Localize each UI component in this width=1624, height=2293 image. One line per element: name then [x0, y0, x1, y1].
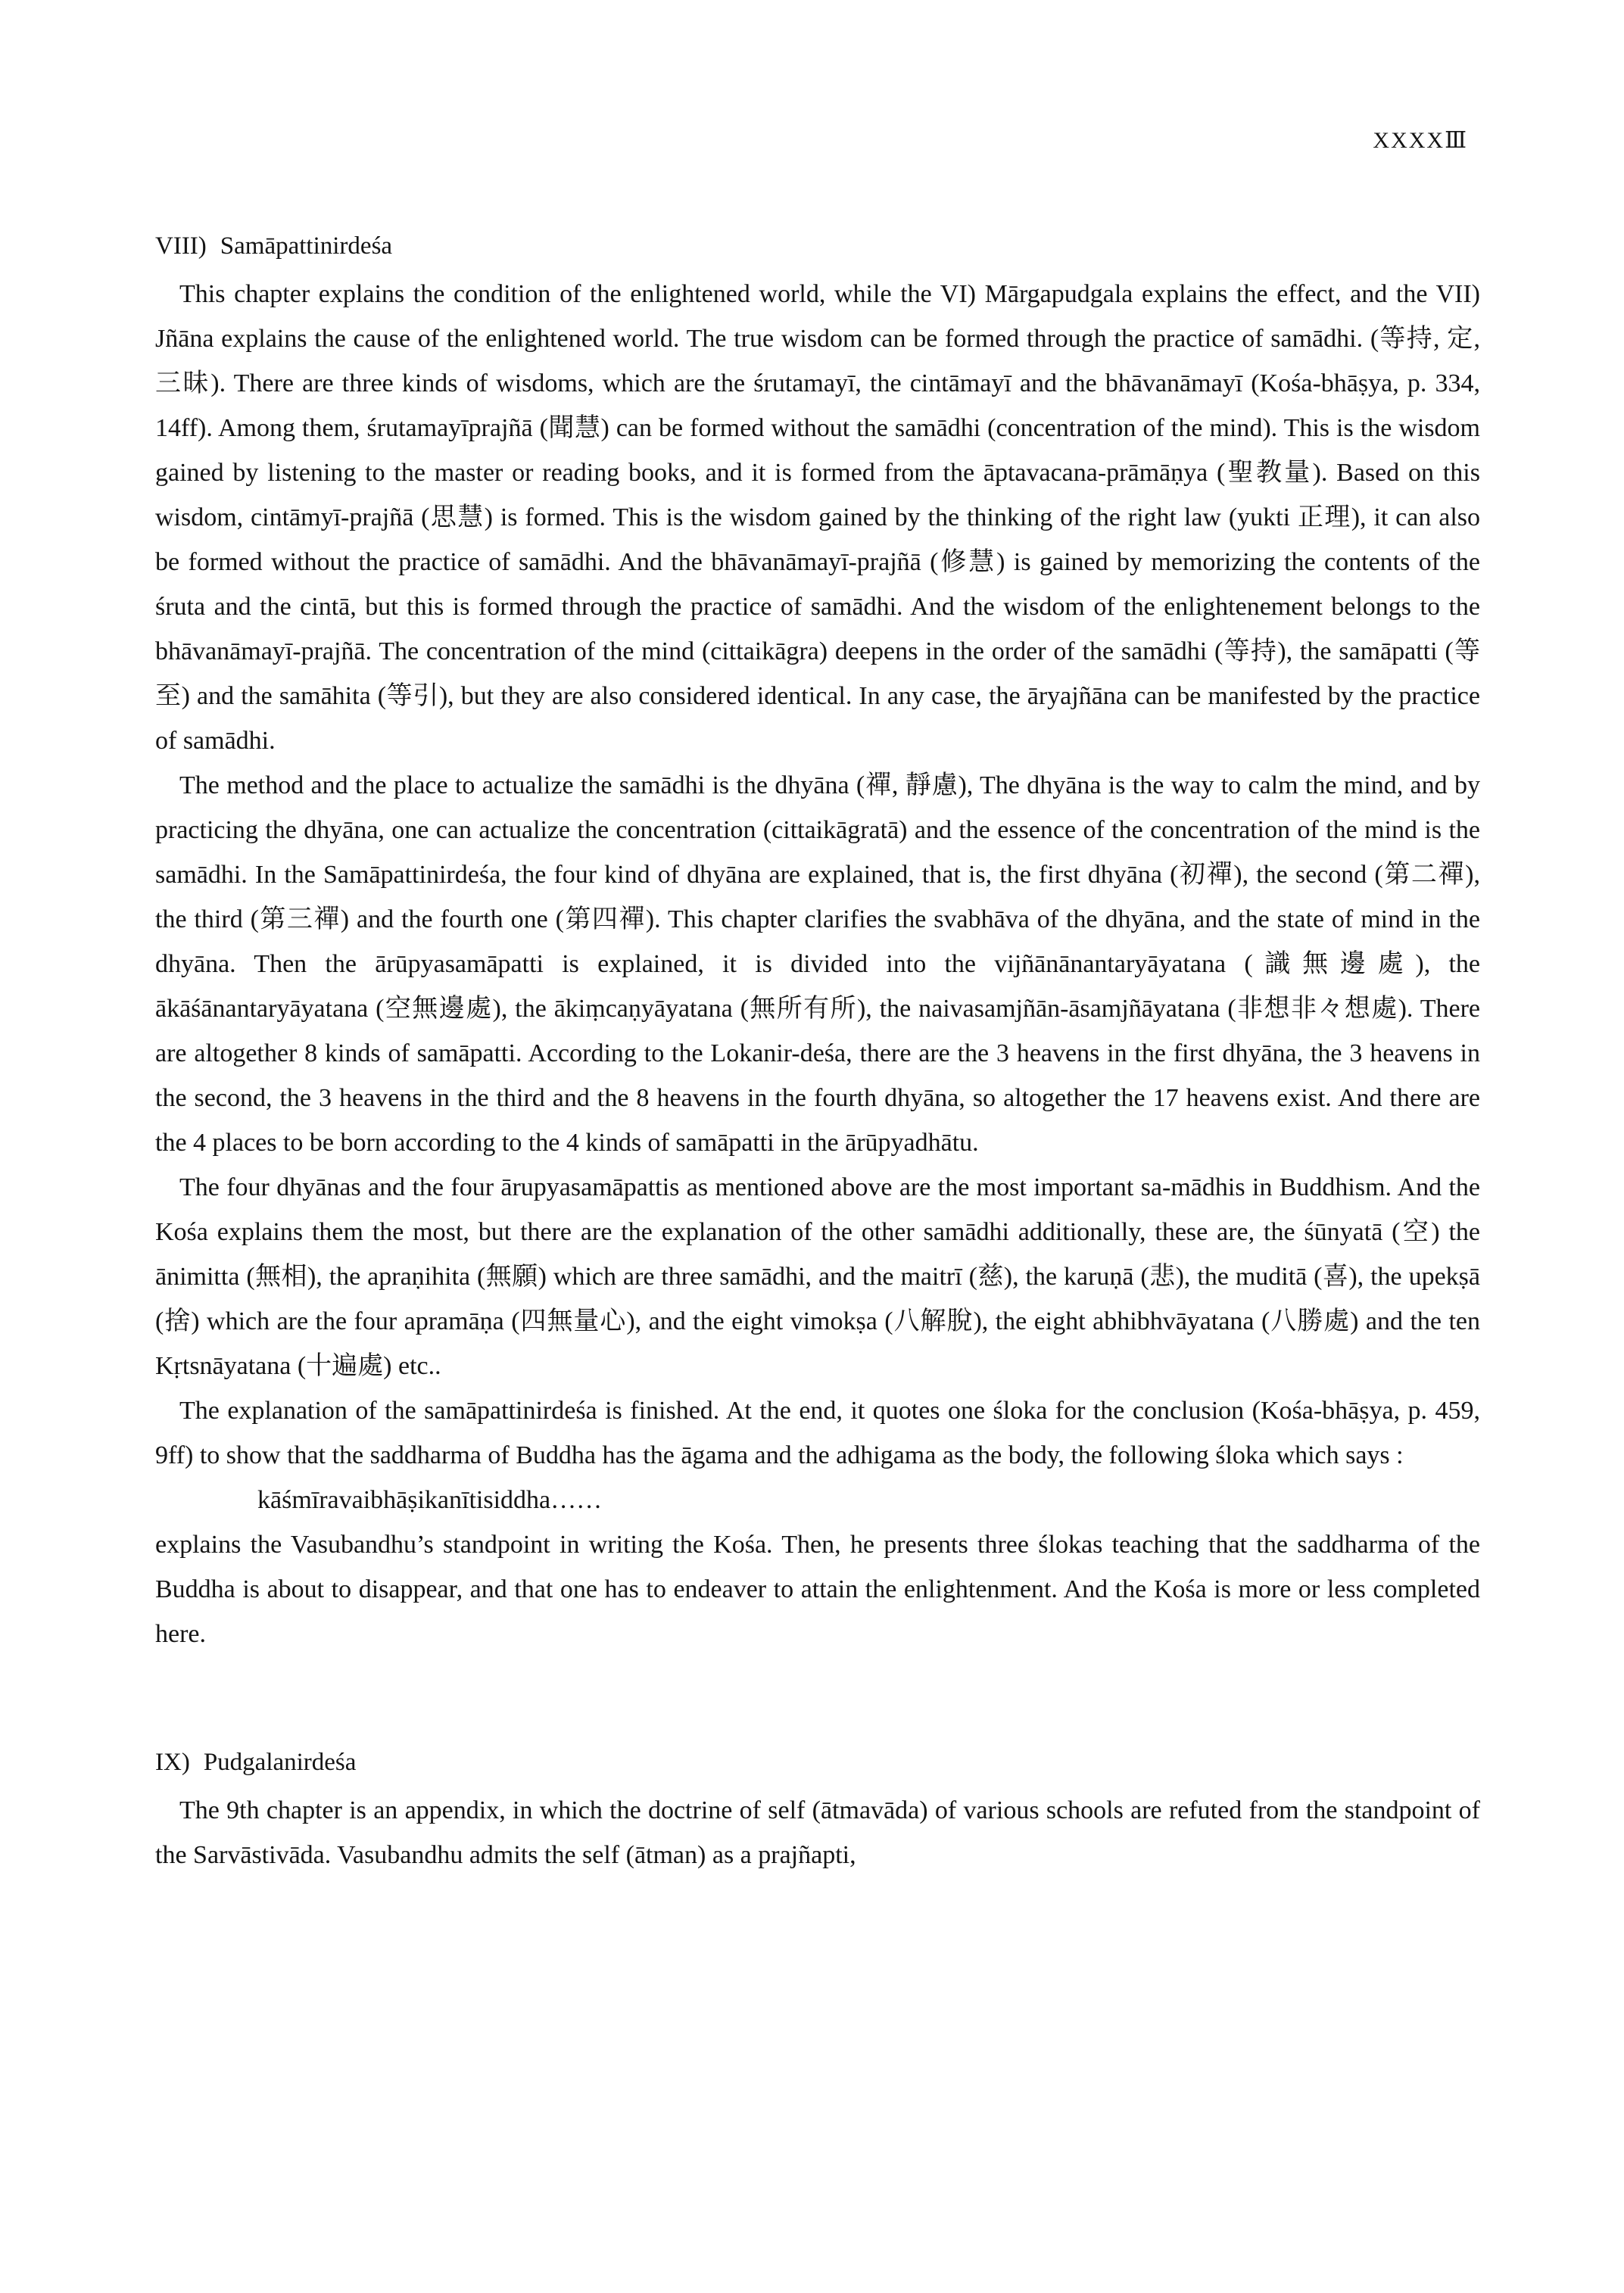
sloka-quote: kāśmīravaibhāṣikanītisiddha……	[257, 1486, 603, 1514]
section-8-number: VIII)	[155, 232, 207, 260]
section-8-heading	[155, 231, 1480, 261]
section-8-paragraph-2: The method and the place to actualize the samādhi is the dhyāna (禪, 靜慮), The dhyāna is the way to calm the mind, and by practicing the dhyāna, one can actualize the concentration (cittaikāgratā) and the essence of the concentration of the mind is the samādhi. In the Samāpattinirdeśa, the four kind of dhyāna are explained, that is, the first dhyāna (初禪), the second (第二禪), the third (第三禪) and the fourth one (第四禪). This chapter clarifies the svabhāva of the dhyāna, and the state of mind in the dhyāna. Then the ārūpyasamāpatti is explained, it is divided into the vijñānānantaryāyatana (識無邊處), the ākāśānantaryāyatana (空無邊處), the ākiṃcaṇyāyatana (無所有所), the naivasamjñān-āsamjñāyatana (非想非々想處). There are altogether 8 kinds of samāpatti. According to the Lokanir-deśa, there are the 3 heavens in the first dhyāna, the 3 heavens in the second, the 3 heavens in the third and the 8 heavens in the fourth dhyāna, so altogether the 17 heavens exist. And there are the 4 places to be born according to the 4 kinds of samāpatti in the ārūpyadhātu.	[155, 771, 1480, 1157]
section-8-paragraph-3: The four dhyānas and the four ārupyasamāpattis as mentioned above are the most important sa-mādhis in Buddhism. And the Kośa explains them the most, but there are the explanation of the other samādhi additionally, these are, the śūnyatā (空) the ānimitta (無相), the apraṇihita (無願) which are three samādhi, and the maitrī (慈), the karuṇā (悲), the muditā (喜), the upekṣā (捨) which are the four apramāṇa (四無量心), and the eight vimokṣa (八解脫), the eight abhibhvāyatana (八勝處) and the ten Kṛtsnāyatana (十遍處) etc..	[155, 1173, 1480, 1380]
section-9-number: IX)	[155, 1749, 190, 1776]
section-9-heading	[155, 1747, 1480, 1777]
section-9-title: Pudgalanirdeśa	[203, 1749, 357, 1776]
section-8-paragraph-1: This chapter explains the condition of the enlightened world, while the VI) Mārgapudgala explains the effect, and the VII) Jñāna explains the cause of the enlightened world. The true wisdom can be formed through the practice of samādhi. (等持, 定, 三昧). There are three kinds of wisdoms, which are the śrutamayī, the cintāmayī and the bhāvanāmayī (Kośa-bhāṣya, p. 334, 14ff). Among them, śrutamayīprajñā (聞慧) can be formed without the samādhi (concentration of the mind). This is the wisdom gained by listening to the master or reading books, and it is formed from the āptavacana-prāmāṇya (聖教量). Based on this wisdom, cintāmyī-prajñā (思慧) is formed. This is the wisdom gained by the thinking of the right law (yukti 正理), it can also be formed without the practice of samādhi. And the bhāvanāmayī-prajñā (修慧) is gained by memorizing the contents of the śruta and the cintā, but this is formed through the practice of samādhi. And the wisdom of the enlightenement belongs to the bhāvanāmayī-prajñā. The concentration of the mind (cittaikāgra) deepens in the order of the samādhi (等持), the samāpatti (等至) and the samāhita (等引), but they are also considered identical. In any case, the āryajñāna can be manifested by the practice of samādhi.	[155, 280, 1480, 755]
section-9-paragraph-1: The 9th chapter is an appendix, in which the doctrine of self (ātmavāda) of various schools are refuted from the standpoint of the Sarvāstivāda. Vasubandhu admits the self (ātman) as a prajñapti,	[155, 1796, 1480, 1869]
section-gap	[155, 1656, 1480, 1747]
section-8-continuation: explains the Vasubandhu’s standpoint in writing the Kośa. Then, he presents three ślokas teaching that the saddharma of the Buddha is about to disappear, and that one has to endeaver to attain the enlightenment. And the Kośa is more or less completed here.	[155, 1531, 1480, 1648]
section-8-title: Samāpattinirdeśa	[220, 232, 393, 260]
section-8-paragraph-4: The explanation of the samāpattinirdeśa is finished. At the end, it quotes one śloka for the conclusion (Kośa-bhāṣya, p. 459, 9ff) to show that the saddharma of Buddha has the āgama and the adhigama as the body, the following śloka which says :	[155, 1397, 1480, 1469]
page-number: XXXXⅢ	[1373, 128, 1468, 153]
page-content	[155, 231, 1480, 1877]
